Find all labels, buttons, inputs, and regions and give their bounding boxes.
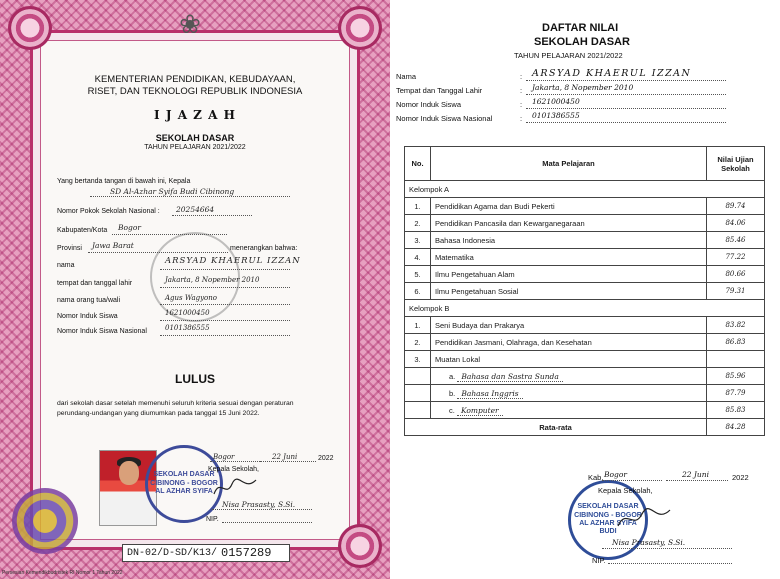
ministry-line-2: RISET, DAN TEKNOLOGI REPUBLIK INDONESIA <box>87 86 303 97</box>
col-header-no: No. <box>405 147 431 181</box>
nilai-sign-place: Bogor <box>604 470 627 479</box>
nip-label: NIP. <box>206 516 219 523</box>
nilai-sign-prefix: Kab. <box>588 473 604 482</box>
nilai-nip-label: NIP. <box>592 556 606 565</box>
table-row: 6. Ilmu Pengetahuan Sosial 79.31 <box>405 283 765 300</box>
table-row: c. Komputer 85.83 <box>405 402 765 419</box>
table-row: 1. Pendidikan Agama dan Budi Pekerti 89.74 <box>405 198 765 215</box>
city-value: Bogor <box>118 223 141 232</box>
group-label-a: Kelompok A <box>405 181 765 198</box>
signature-icon <box>614 504 674 534</box>
field-value-name: ARSYAD KHAERUL IZZAN <box>165 256 301 266</box>
table-row: 5. Ilmu Pengetahuan Alam 80.66 <box>405 266 765 283</box>
table-row: 2. Pendidikan Jasmani, Olahraga, dan Kesehatan 86.83 <box>405 334 765 351</box>
table-row: 2. Pendidikan Pancasila dan Kewarganegaraan 84.06 <box>405 215 765 232</box>
sign-date: 22 Juni <box>272 453 298 461</box>
academic-year: TAHUN PELAJARAN 2021/2022 <box>144 144 246 151</box>
nilai-field-value-nis: 1621000450 <box>532 97 580 106</box>
nilai-field-value-nisn: 0101386555 <box>532 111 580 120</box>
serial-number: 0157289 <box>221 546 272 560</box>
nilai-field-value-birth: Jakarta, 8 Nopember 2010 <box>532 83 634 92</box>
table-row: 3. Muatan Lokal <box>405 351 765 368</box>
sign-place: Bogor <box>213 453 235 461</box>
certificate-title: I J A Z A H <box>154 108 236 122</box>
serial-prefix: DN-02/D-SD/K13/ <box>127 547 218 559</box>
province-label: Provinsi <box>57 245 82 252</box>
field-value-nis: 1621000450 <box>165 309 210 317</box>
nilai-field-label-name: Nama <box>396 72 417 81</box>
school-level: SEKOLAH DASAR <box>155 133 235 143</box>
field-label-nis: Nomor Induk Siswa <box>57 313 118 320</box>
province-value: Jawa Barat <box>92 241 134 250</box>
corner-ornament-icon <box>338 6 382 50</box>
corner-ornament-icon <box>338 524 382 568</box>
hologram-seal-icon <box>12 488 78 554</box>
field-value-birth: Jakarta, 8 Nopember 2010 <box>165 276 260 284</box>
nilai-sign-date: 22 Juni <box>682 470 709 479</box>
col-header-subject: Mata Pelajaran <box>431 147 707 181</box>
npsn-value: 20254664 <box>176 205 215 214</box>
average-value: 84.28 <box>707 419 765 436</box>
nilai-field-value-name: ARSYAD KHAERUL IZZAN <box>532 68 692 79</box>
corner-ornament-icon <box>8 6 52 50</box>
nilai-head-label: Kepala Sekolah, <box>598 486 653 495</box>
grades-title-1: DAFTAR NILAI <box>542 22 619 34</box>
garuda-emblem-icon: ❀ <box>179 8 201 39</box>
footnote: Persesian Kemendikbudristek RI Nomor 1 Tahun 2022 <box>2 570 123 576</box>
field-value-parent: Agus Wagyono <box>165 294 217 302</box>
head-name: Nisa Prasasty, S.Si. <box>222 500 296 509</box>
group-label-b: Kelompok B <box>405 300 765 317</box>
school-name: SD Al-Azhar Syifa Budi Cibinong <box>110 187 235 196</box>
field-label-nisn: Nomor Induk Siswa Nasional <box>57 328 147 335</box>
field-label-parent: nama orang tua/wali <box>57 297 121 304</box>
sign-year: 2022 <box>318 455 334 462</box>
grades-table <box>404 146 765 436</box>
nilai-field-label-birth: Tempat dan Tanggal Lahir <box>396 86 483 95</box>
intro-label: Yang bertanda tangan di bawah ini, Kepala <box>57 178 191 185</box>
field-label-name: nama <box>57 262 75 269</box>
col-header-score: Nilai Ujian Sekolah <box>707 147 765 181</box>
table-row: 4. Matematika 77.22 <box>405 249 765 266</box>
statement-line-2: perundang-undangan yang diumumkan pada tanggal 15 Juni 2022. <box>57 410 260 417</box>
grades-title-2: SEKOLAH DASAR <box>534 36 630 48</box>
ministry-line-1: KEMENTERIAN PENDIDIKAN, KEBUDAYAAN, <box>94 74 296 85</box>
nilai-field-label-nisn: Nomor Induk Siswa Nasional <box>396 114 493 123</box>
serial-number-box <box>122 544 290 562</box>
table-row: b. Bahasa Inggris 87.79 <box>405 385 765 402</box>
head-label: Kepala Sekolah, <box>208 466 259 473</box>
grades-academic-year: TAHUN PELAJARAN 2021/2022 <box>514 51 623 60</box>
signature-icon <box>210 474 260 500</box>
declares-label: menerangkan bahwa: <box>230 245 298 252</box>
statement-line-1: dari sekolah dasar setelah memenuhi seluruh kriteria sesuai dengan peraturan <box>57 400 294 407</box>
school-stamp-icon: SEKOLAH DASAR CIBINONG - BOGOR AL AZHAR SYIFA BUDI <box>568 480 648 560</box>
school-stamp-icon: SEKOLAH DASAR CIBINONG - BOGOR AL AZHAR SYIFA <box>145 445 223 523</box>
field-value-nisn: 0101386555 <box>165 324 210 332</box>
nilai-head-name: Nisa Prasasty, S.Si. <box>612 538 686 547</box>
field-label-birth: tempat dan tanggal lahir <box>57 280 133 287</box>
table-row: 3. Bahasa Indonesia 85.46 <box>405 232 765 249</box>
npsn-label: Nomor Pokok Sekolah Nasional : <box>57 208 160 215</box>
grade-list-page: DAFTAR NILAI SEKOLAH DASAR TAHUN PELAJARAN 2021/2022 Nama : ARSYAD KHAERUL IZZAN Tempat dan Tanggal Lahir : Jakarta, 8 Nopember 2010 Nomor Induk Siswa : 1621000450 Nomor Induk Siswa Nasional : 0101386555 No. Mata Pelajaran Nilai Ujian Sekolah Kelompok A 1. Pendidikan Agama dan Budi Pekerti 89.74 2. Pendidikan Pancasila dan Kewarganegaraan 84.06 3. Bahasa Indonesia 85.46 4. Matematika 77.22 5. Ilmu Pengetahuan Alam 80.66 6. Ilmu Pengetahuan Sosial 79.31 Kelompok B 1. Seni Budaya dan Prakarya 83.82 2. Pendidikan Jasmani, Olahraga, dan Kesehatan 86.83 3. Muatan Lokal a. Bahasa dan Sastra Sunda 85.96 b. Bahasa Inggris 87.79 c. Komputer 85.83 Rata-rata 84.28 SEKOLAH DASAR CIBINONG - BOGOR AL AZHAR SYIFA BUDI Kab. Bogor 22 Juni 2022 Kepala Sekolah, Nisa Prasasty, S.Si. NIP. <box>392 0 780 579</box>
table-row: 1. Seni Budaya dan Prakarya 83.82 <box>405 317 765 334</box>
nilai-sign-year: 2022 <box>732 473 749 482</box>
result-label: LULUS <box>175 372 215 386</box>
average-label: Rata-rata <box>405 419 707 436</box>
nilai-field-label-nis: Nomor Induk Siswa <box>396 100 462 109</box>
city-label: Kabupaten/Kota <box>57 227 108 234</box>
table-row: a. Bahasa dan Sastra Sunda 85.96 <box>405 368 765 385</box>
average-row <box>405 419 765 436</box>
